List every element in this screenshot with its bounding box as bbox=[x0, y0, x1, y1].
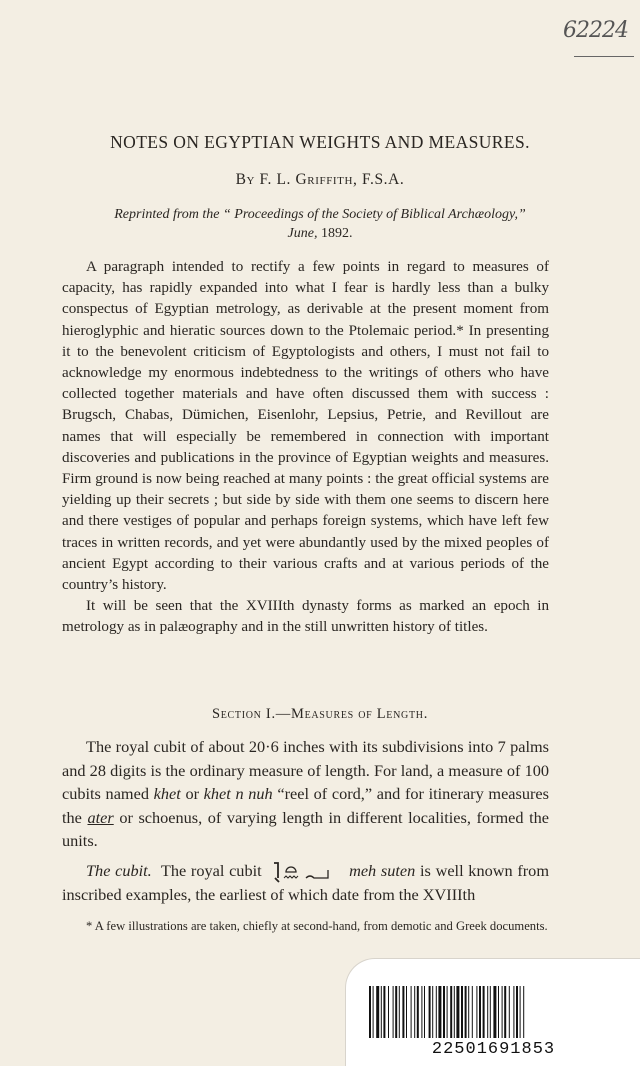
manuscript-underline bbox=[574, 56, 634, 57]
para-text: The royal cubit of about 20·6 inches with its subdivisions into 7 palms and 28 digits is the ordinary measure of length. For land, a measure of 100 cubits named bbox=[62, 737, 549, 803]
intro-paragraph: A paragraph intended to rectify a few points in regard to measures of capacity, has rapidly expanded into what I fear is hardly less than a bulky conspectus of Egyptian metrology, as derivable at the present moment from hieroglyphic and hieratic sources down to the Ptolemaic period.* In presenting it to the benevolent criticism of Egyptologists and others, I must not fail to acknowledge my enormous indebtedness to the writings of others who have collected together materials and have often discussed them with success : Brugsch, Chabas, Dümichen, Eisenlohr, Lepsius, Petrie, and Revillout are names that will especially be remembered in connection with important discoveries and publications in the province of Egyptian weights and measures. Firm ground is now being reached at many points : the great official systems are yielding up their secrets ; but side by side with them one seems to discern here and there vestiges of popular and perhaps foreign systems, which have left few traces in written records, and yet were abundantly used by the mixed peoples of ancient Egypt according to their various crafts and at various periods of the country’s history. bbox=[62, 259, 549, 594]
reprint-year: 1892. bbox=[320, 226, 353, 241]
para-text: or schoenus, of varying length in different localities, formed the units. bbox=[62, 807, 549, 850]
section-paragraph-1 bbox=[62, 735, 549, 853]
section-body bbox=[62, 735, 549, 906]
hieroglyph-cubit-icon bbox=[270, 861, 340, 883]
reprint-lead: Reprinted from the bbox=[114, 207, 220, 222]
para-text: or bbox=[185, 784, 199, 803]
barcode-number: 22501691853 bbox=[431, 1040, 556, 1059]
intro-section bbox=[62, 257, 549, 639]
term-khet: khet bbox=[153, 784, 181, 803]
author-byline: By F. L. Griffith, F.S.A. bbox=[235, 171, 405, 188]
footnote-text: * A few illustrations are taken, chiefly at second-hand, from demotic and Greek documents. bbox=[86, 919, 548, 933]
section-paragraph-2 bbox=[62, 859, 549, 907]
para-text: is well known from inscribed examples, the earliest of which date from the XVIIIth bbox=[62, 860, 549, 904]
cubit-label: The cubit. bbox=[86, 860, 152, 880]
document-title: NOTES ON EGYPTIAN WEIGHTS AND MEASURES. bbox=[110, 132, 530, 152]
library-barcode-label bbox=[345, 958, 640, 1066]
para-text: “reel of cord,” and for itinerary measures the bbox=[62, 784, 549, 827]
reprint-month: June, bbox=[287, 226, 318, 241]
intro-paragraph: It will be seen that the XVIIIth dynasty forms as marked an epoch in metrology as in palæography and in the still unwritten history of titles. bbox=[62, 598, 549, 636]
term-meh-suten: meh suten bbox=[349, 860, 416, 880]
term-khet-n-nuh: khet n nuh bbox=[203, 784, 273, 803]
reprint-journal: “ Proceedings of the Society of Biblical Archæology,” bbox=[222, 207, 526, 222]
reprint-note bbox=[60, 205, 580, 243]
term-ater: ater bbox=[87, 807, 114, 827]
para-text: The royal cubit bbox=[160, 860, 262, 880]
barcode-icon bbox=[369, 986, 619, 1038]
section-heading: Section I.—Measures of Length. bbox=[211, 706, 429, 722]
footnote bbox=[62, 918, 549, 935]
manuscript-number: 62224 bbox=[563, 18, 628, 43]
